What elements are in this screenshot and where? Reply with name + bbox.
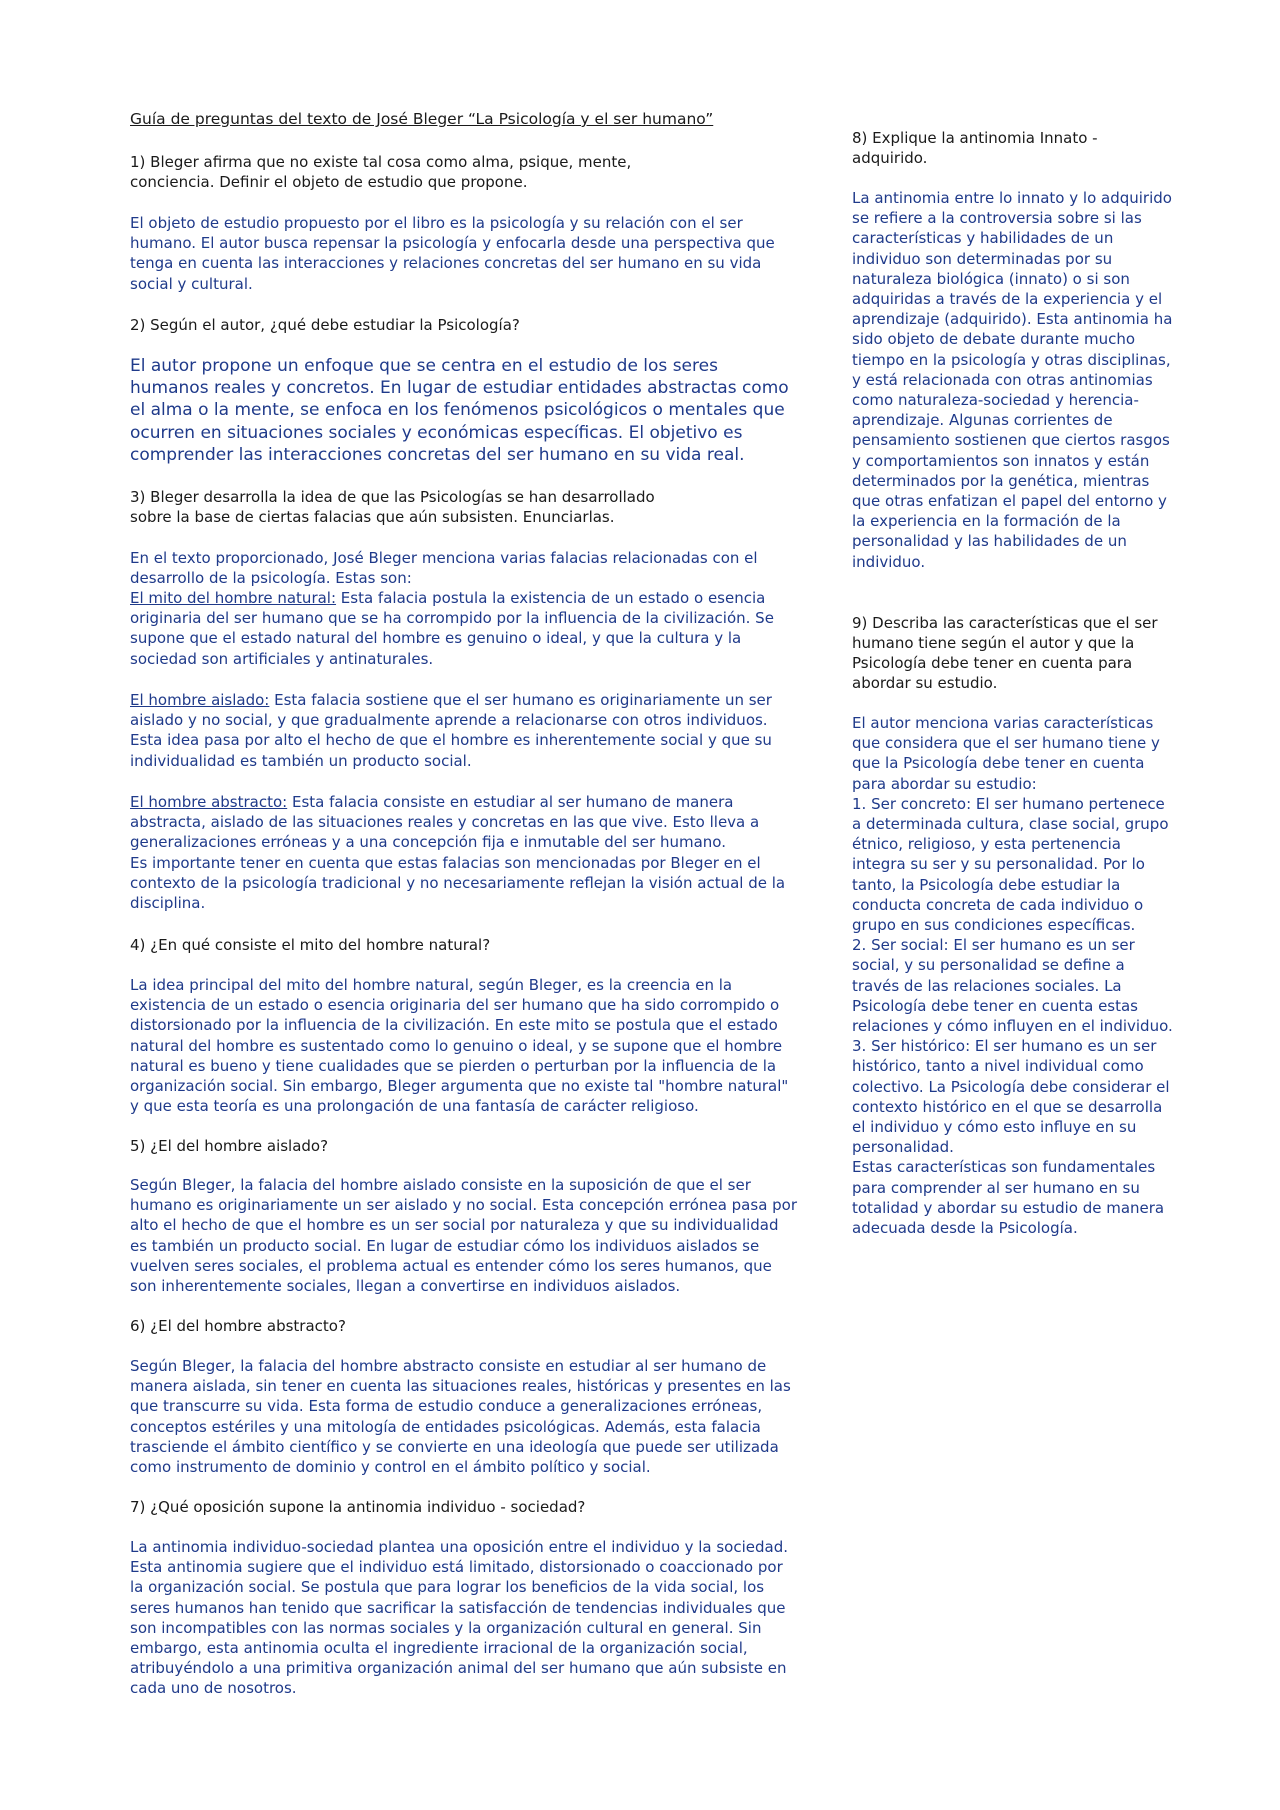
answer-9 xyxy=(852,713,1174,1238)
fallacy-abstract-man xyxy=(130,792,792,853)
question-6: 6) ¿El del hombre abstracto? xyxy=(130,1317,346,1335)
answer-6: Según Bleger, la falacia del hombre abstracto consiste en estudiar al ser humano de manera aislada, sin tener en cuenta las situaciones reales, históricas y presentes en las que transcurre su vida. Esta forma de estudio conduce a generalizaciones erróneas, conceptos estériles y una mitología de entidades psicológicas. Además, esta falacia trasciende el ámbito científico y se convierte en una ideología que puede ser utilizada como instrumento de dominio y control en el ámbito político y social. xyxy=(130,1357,791,1477)
answer-3-intro: En el texto proporcionado, José Bleger menciona varias falacias relacionadas con el desarrollo de la psicología. Estas son: xyxy=(130,549,758,588)
answer-9-intro: El autor menciona varias características que considera que el ser humano tiene y que la Psicología debe tener en cuenta para abordar su estudio: xyxy=(852,714,1160,793)
question-1-line-1: 1) Bleger afirma que no existe tal cosa como alma, psique, mente, xyxy=(130,153,632,171)
characteristic-concrete: 1. Ser concreto: El ser humano pertenece a determinada cultura, clase social, grupo étnico, religioso, y esta pertenencia integra su ser y su personalidad. Por lo tanto, la Psicología debe estudiar la conducta concreta de cada individuo o grupo en sus condiciones específicas. xyxy=(852,794,1169,935)
question-9: 9) Describa las características que el ser humano tiene según el autor y que la Psicología debe tener en cuenta para abordar su estudio. xyxy=(852,614,1158,692)
fallacy-natural-man-text: Esta falacia postula la existencia de un estado o esencia originaria del ser humano que se ha corrompido por la influencia de la civilización. Se supone que el estado natural del hombre es genuino o ideal, y que la cultura y la sociedad son artificiales y antinaturales. xyxy=(130,589,774,668)
question-2: 2) Según el autor, ¿qué debe estudiar la Psicología? xyxy=(130,316,520,334)
question-7: 7) ¿Qué oposición supone la antinomia individuo - sociedad? xyxy=(130,1498,586,1516)
answer-5: Según Bleger, la falacia del hombre aislado consiste en la suposición de que el ser humano es originariamente un ser aislado y no social. Esta concepción errónea pasa por alto el hecho de que el hombre es un ser social por naturaleza y que su individualidad es también un producto social. En lugar de estudiar cómo los individuos aislados se vuelven seres sociales, el problema actual es entender cómo los seres humanos, que son inherentemente sociales, llegan a convertirse en individuos aislados. xyxy=(130,1176,798,1296)
characteristic-social: 2. Ser social: El ser humano es un ser social, y su personalidad se define a través de las relaciones sociales. La Psicología debe tener en cuenta estas relaciones y cómo influyen en el individuo. xyxy=(852,936,1173,1036)
fallacy-abstract-man-label: El hombre abstracto: xyxy=(130,793,288,811)
question-3-line-1: 3) Bleger desarrolla la idea de que las Psicologías se han desarrollado xyxy=(130,488,655,506)
answer-1: El objeto de estudio propuesto por el libro es la psicología y su relación con el ser humano. El autor busca repensar la psicología y enfocarla desde una perspectiva que tenga en cuenta las interacciones y relaciones concretas del ser humano en su vida social y cultural. xyxy=(130,214,775,293)
fallacy-isolated-man-text: Esta falacia sostiene que el ser humano es originariamente un ser aislado y no social, y que gradualmente aprende a relacionarse con otros individuos. Esta idea pasa por alto el hecho de que el hombre es inherentemente social y que su individualidad es también un producto social. xyxy=(130,691,772,770)
fallacy-isolated-man xyxy=(130,690,792,771)
answer-3-closing: Es importante tener en cuenta que estas falacias son mencionadas por Bleger en el contexto de la psicología tradicional y no necesariamente reflejan la visión actual de la disciplina. xyxy=(130,854,786,913)
fallacy-isolated-man-label: El hombre aislado: xyxy=(130,691,270,709)
characteristic-historical: 3. Ser histórico: El ser humano es un ser histórico, tanto a nivel individual como colectivo. La Psicología debe considerar el contexto histórico en el que se desarrolla el individuo y cómo esto influye en su personalidad. xyxy=(852,1037,1170,1157)
fallacy-natural-man xyxy=(130,588,792,669)
question-8: 8) Explique la antinomia Innato - adquirido. xyxy=(852,129,1098,167)
answer-7: La antinomia individuo-sociedad plantea una oposición entre el individuo y la sociedad. Esta antinomia sugiere que el individuo está limitado, distorsionado o coaccionado por la organización social. Se postula que para lograr los beneficios de la vida social, los seres humanos han tenido que sacrificar la satisfacción de tendencias individuales que son incompatibles con las normas sociales y la organización cultural en general. Sin embargo, esta antinomia oculta el ingrediente irracional de la organización social, atribuyéndolo a una primitiva organización animal del ser humano que aún subsiste en cada uno de nosotros. xyxy=(130,1538,788,1698)
question-1-line-2: conciencia. Definir el objeto de estudio que propone. xyxy=(130,173,528,191)
document-title: Guía de preguntas del texto de José Bleger “La Psicología y el ser humano” xyxy=(130,110,714,128)
question-3 xyxy=(130,487,655,527)
answer-9-closing: Estas características son fundamentales para comprender al ser humano en su totalidad y abordar su estudio de manera adecuada desde la Psicología. xyxy=(852,1158,1165,1238)
fallacy-abstract-man-text: Esta falacia consiste en estudiar al ser humano de manera abstracta, aislado de las situaciones reales y concretas en las que vive. Esto lleva a generalizaciones erróneas y a una concepción fija e inmutable del ser humano. xyxy=(130,793,760,852)
answer-2: El autor propone un enfoque que se centra en el estudio de los seres humanos reales y concretos. En lugar de estudiar entidades abstractas como el alma o la mente, se enfoca en los fenómenos psicológicos o mentales que ocurren en situaciones sociales y económicas específicas. El objetivo es comprender las interacciones concretas del ser humano en su vida real. xyxy=(130,356,789,465)
question-1 xyxy=(130,152,631,192)
question-5: 5) ¿El del hombre aislado? xyxy=(130,1137,329,1155)
answer-4: La idea principal del mito del hombre natural, según Bleger, es la creencia en la existencia de un estado o esencia originaria del ser humano que ha sido corrompido o distorsionado por la influencia de la civilización. En este mito se postula que el estado natural del hombre es sustentado como lo genuino o ideal, y se supone que el hombre natural es bueno y tiene cualidades que se pierden o perturban por la influencia de la organización social. Sin embargo, Bleger argumenta que no existe tal "hombre natural" y que esta teoría es una prolongación de una fantasía de carácter religioso. xyxy=(130,976,789,1116)
question-4: 4) ¿En qué consiste el mito del hombre natural? xyxy=(130,936,491,954)
fallacy-natural-man-label: El mito del hombre natural: xyxy=(130,589,337,607)
answer-8: La antinomia entre lo innato y lo adquirido se refiere a la controversia sobre si las características y habilidades de un individuo son determinadas por su naturaleza biológica (innato) o si son adquiridas a través de la experiencia y el aprendizaje (adquirido). Esta antinomia ha sido objeto de debate durante mucho tiempo en la psicología y otras disciplinas, y está relacionada con otras antinomias como naturaleza-sociedad y herencia-aprendizaje. Algunas corrientes de pensamiento sostienen que ciertos rasgos y comportamientos son innatos y están determinados por la genética, mientras que otras enfatizan el papel del entorno y la experiencia en la formación de la personalidad y las habilidades de un individuo. xyxy=(852,189,1173,571)
question-3-line-2: sobre la base de ciertas falacias que aún subsisten. Enunciarlas. xyxy=(130,508,615,526)
